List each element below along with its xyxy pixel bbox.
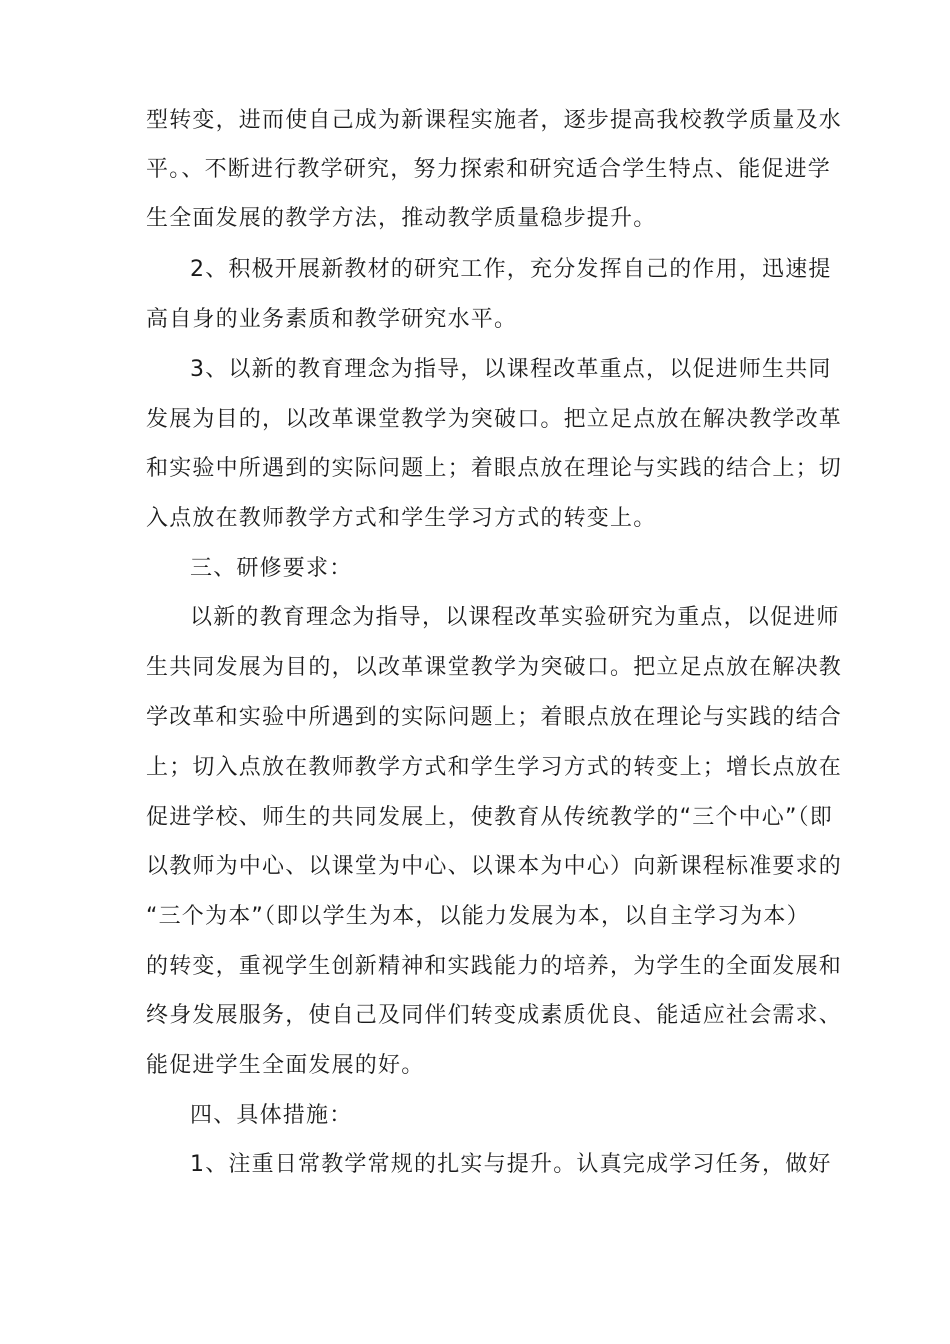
- text-line: 平。、不断进行教学研究，努力探索和研究适合学生特点、能促进学: [146, 157, 832, 182]
- text-line: 以新的教育理念为指导，以课程改革实验研究为重点，以促进师: [190, 605, 840, 630]
- text-line: 和实验中所遇到的实际问题上；着眼点放在理论与实践的结合上；切: [146, 456, 843, 481]
- text-line: 高自身的业务素质和教学研究水平。: [146, 307, 518, 332]
- text-line: 入点放在教师教学方式和学生学习方式的转变上。: [146, 506, 657, 531]
- section-heading: 三、研修要求：: [190, 556, 353, 581]
- text-line: 发展为目的，以改革课堂教学为突破口。把立足点放在解决教学改革: [146, 407, 843, 432]
- text-line: 促进学校、师生的共同发展上，使教育从传统教学的“三个中心”（即: [146, 805, 833, 830]
- section-heading: 四、具体措施：: [190, 1103, 353, 1128]
- text-line: 的转变，重视学生创新精神和实践能力的培养，为学生的全面发展和: [146, 954, 843, 979]
- text-line: 以教师为中心、以课堂为中心、以课本为中心）向新课程标准要求的: [146, 854, 843, 879]
- text-line: “三个为本”（即以学生为本，以能力发展为本，以自主学习为本）: [146, 904, 810, 929]
- text-line: 学改革和实验中所遇到的实际问题上；着眼点放在理论与实践的结合: [146, 705, 843, 730]
- text-line: 生共同发展为目的，以改革课堂教学为突破口。把立足点放在解决教: [146, 655, 843, 680]
- text-line: 1、注重日常教学常规的扎实与提升。认真完成学习任务，做好: [190, 1152, 832, 1177]
- text-line: 3、以新的教育理念为指导，以课程改革重点，以促进师生共同: [190, 357, 832, 382]
- text-line: 能促进学生全面发展的好。: [146, 1053, 425, 1078]
- text-line: 终身发展服务，使自己及同伴们转变成素质优良、能适应社会需求、: [146, 1003, 843, 1028]
- text-line: 生全面发展的教学方法，推动教学质量稳步提升。: [146, 206, 657, 231]
- text-line: 型转变，进而使自己成为新课程实施者，逐步提高我校教学质量及水: [146, 108, 843, 133]
- text-line: 上；切入点放在教师教学方式和学生学习方式的转变上；增长点放在: [146, 755, 843, 780]
- text-line: 2、积极开展新教材的研究工作，充分发挥自己的作用，迅速提: [190, 257, 832, 282]
